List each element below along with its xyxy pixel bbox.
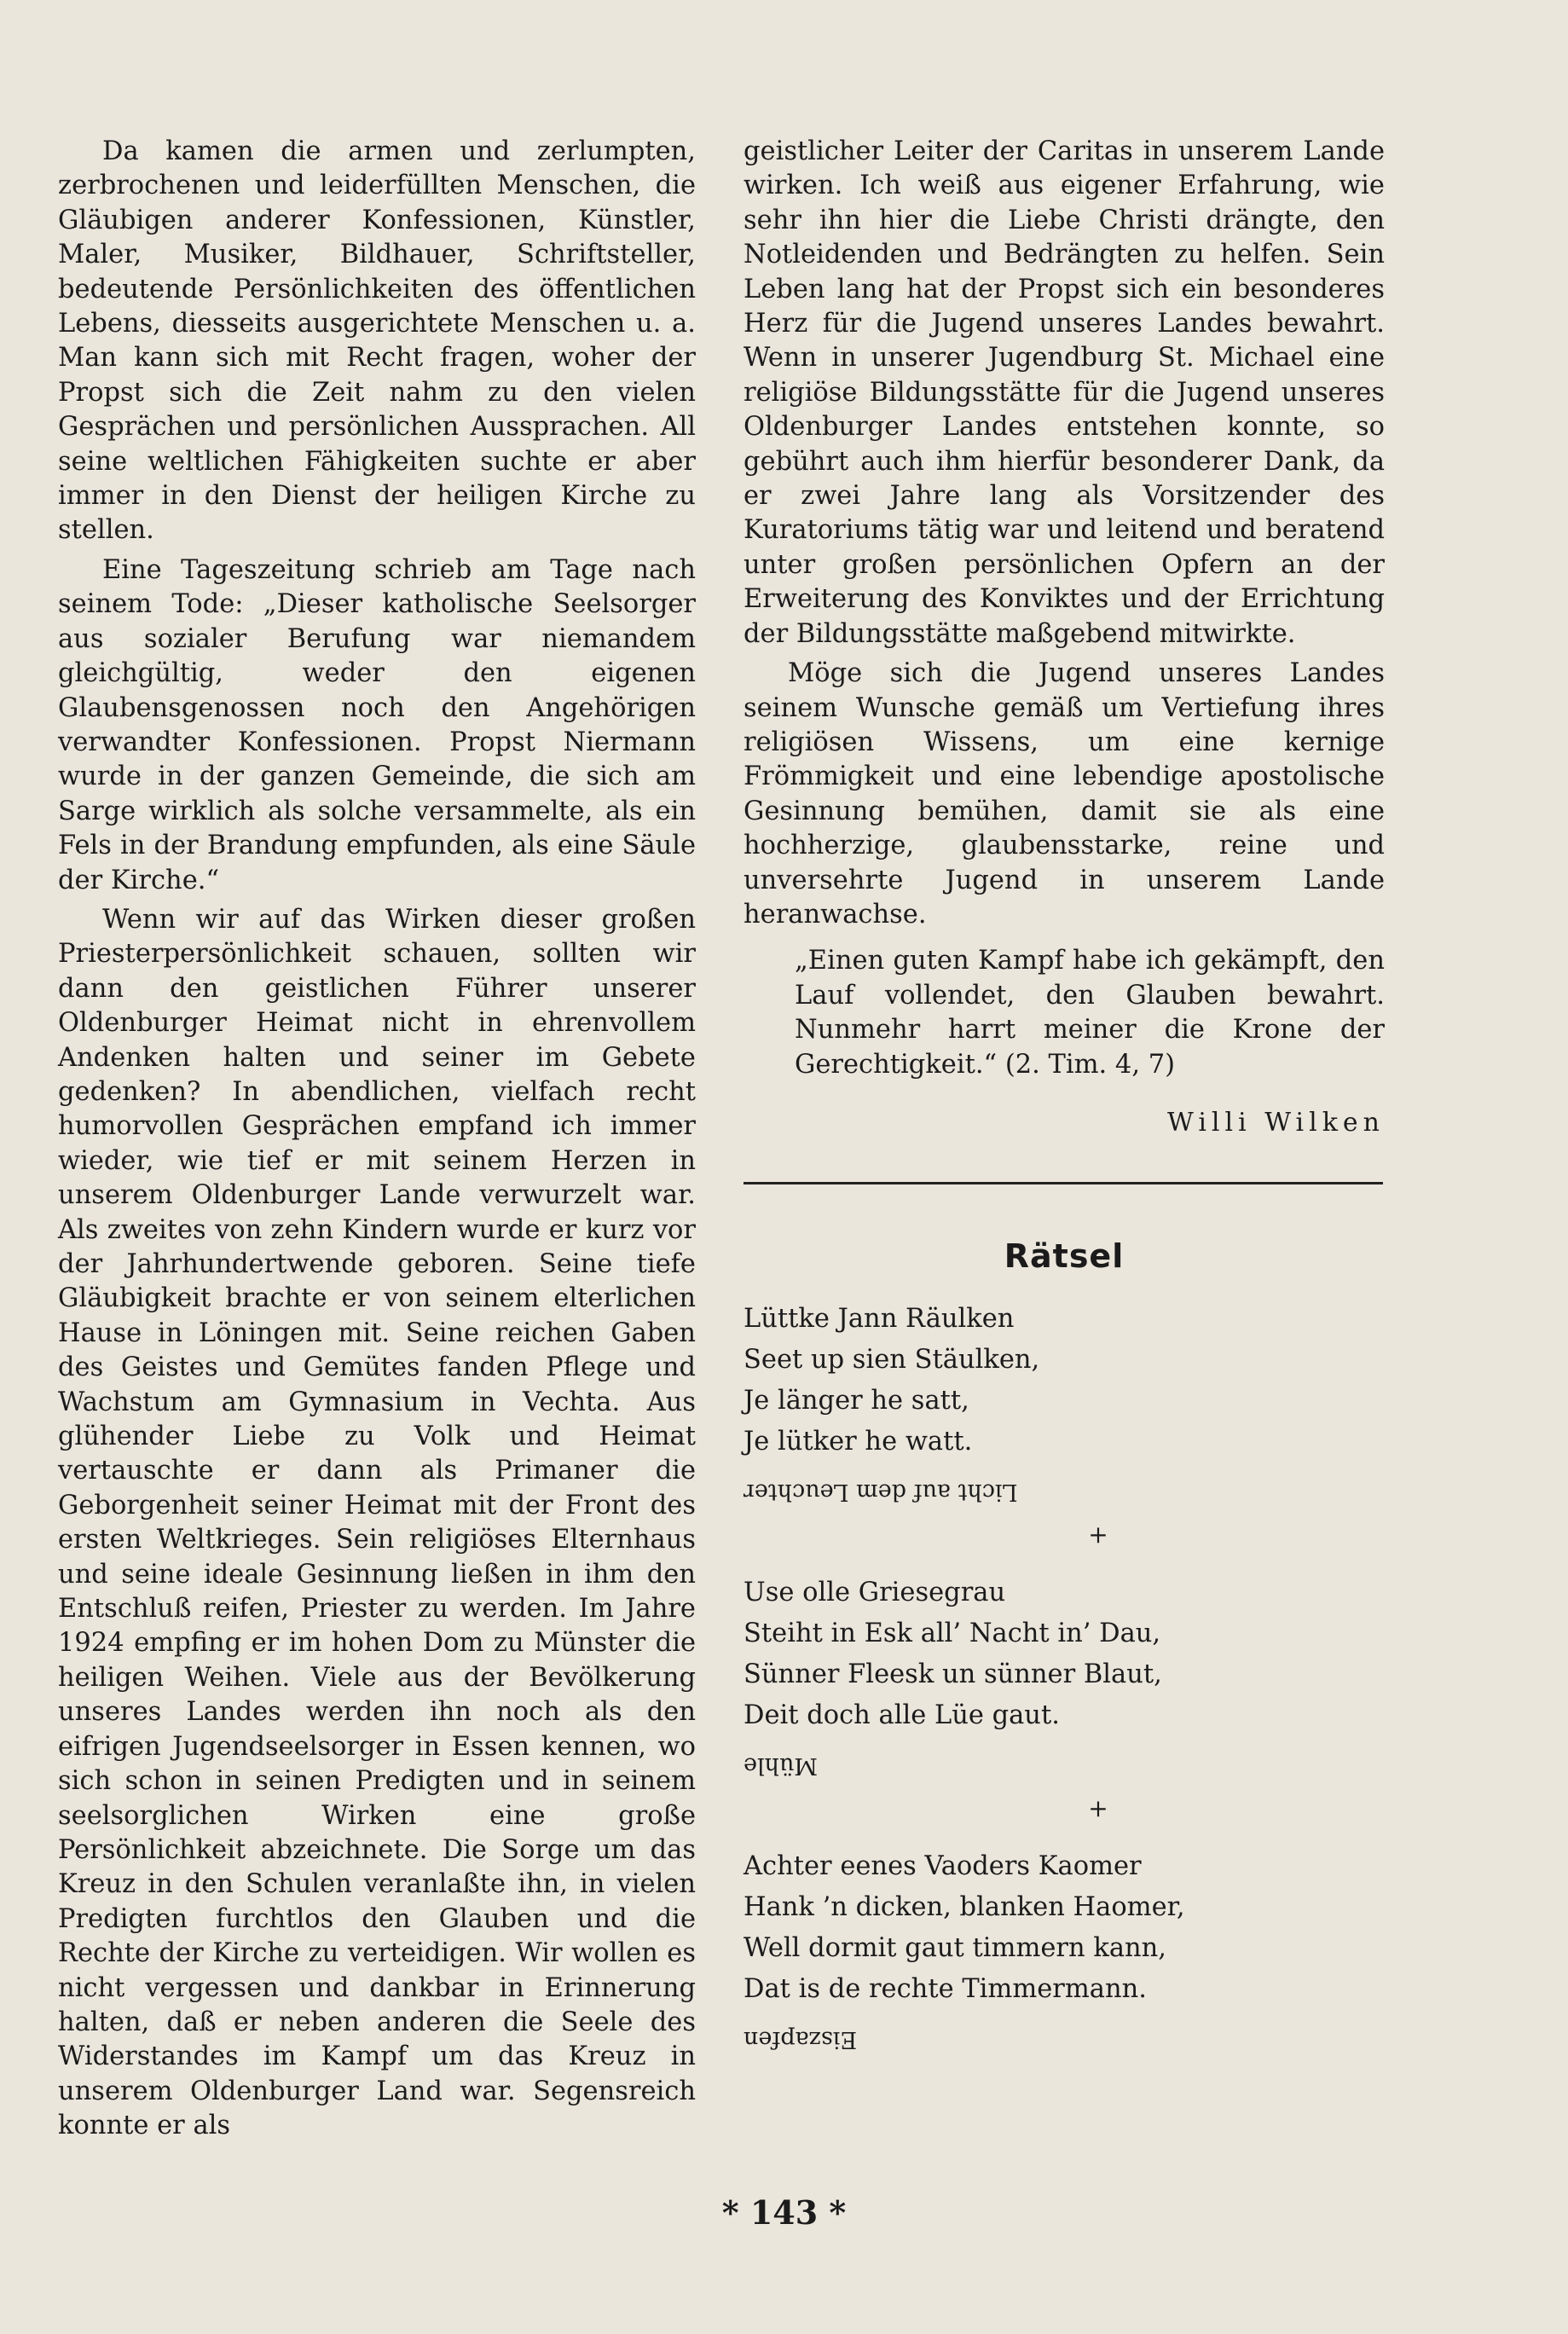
riddle-line: Dat is de rechte Timmermann.	[743, 1973, 1147, 2004]
paragraph: Wenn wir auf das Wirken dieser großen Priesterpersönlichkeit schauen, sollten wir dann den geistlichen Führer unserer Oldenburger Heimat nicht in ehrenvollem Andenken halten und seiner im Gebete gedenken? In abendlichen, vielfach recht humorvollen Gesprächen empfand ich immer wieder, wie tief er mit seinem Herzen in unserem Oldenburger Lande verwurzelt war. Als zweites von zehn Kindern wurde er kurz vor der Jahrhundertwende geboren. Seine tiefe Gläubigkeit brachte er von seinem elterlichen Hause in Löningen mit. Seine reichen Gaben des Geistes und Gemütes fanden Pflege und Wachstum am Gymnasium in Vechta. Aus glühender Liebe zu Volk und Heimat vertauschte er dann als Primaner die Geborgenheit seiner Heimat mit der Front des ersten Weltkrieges. Sein religiöses Elternhaus und seine ideale Gesinnung ließen in ihm den Entschluß reifen, Priester zu werden. Im Jahre 1924 empfing er im hohen Dom zu Münster die heiligen Weihen. Viele aus der Bevölkerung unseres Landes werden ihn noch als den eifrigen Jugendseelsorger in Essen kennen, wo sich schon in seinen Predigten und in seinem seelsorglichen Wirken eine große Persönlichkeit abzeichnete. Die Sorge um das Kreuz in den Schulen veranlaßte ihn, in vielen Predigten furchtlos den Glauben und die Rechte der Kirche zu verteidigen. Wir wollen es nicht vergessen und dankbar in Erinnerung halten, daß er neben anderen die Seele des Widerstandes im Kampf um das Kreuz in unserem Oldenburger Land war. Segensreich konnte er als	[58, 904, 696, 2141]
paragraph: Eine Tageszeitung schrieb am Tage nach seinem Tode: „Dieser katholische Seelsorger aus sozialer Berufung war niemandem gleichgültig, weder den eigenen Glaubensgenossen noch den Angehörigen verwandter Konfessionen. Propst Niermann wurde in der ganzen Gemeinde, die sich am Sarge wirklich als solche versammelte, als ein Fels in der Brandung empfunden, als eine Säule der Kirche.“	[58, 554, 696, 895]
riddle-separator: +	[1088, 1793, 1108, 1822]
riddle-3	[743, 1846, 1385, 2056]
riddle-line: Hank ’n dicken, blanken Haomer,	[743, 1891, 1185, 1922]
section-divider	[743, 1182, 1383, 1184]
riddle-line: Steiht in Esk all’ Nacht in’ Dau,	[743, 1618, 1161, 1648]
riddle-line: Well dormit gaut timmern kann,	[743, 1932, 1166, 1963]
riddle-line: Use olle Griesegrau	[743, 1577, 1006, 1607]
bible-quote: „Einen guten Kampf habe ich gekämpft, den Lauf vollendet, den Glauben bewahrt. Nunmehr harrt meiner die Krone der Gerechtigkeit.“ (2. Tim. 4, 7)	[795, 946, 1385, 1080]
riddle-answer-text: Eiszapfen	[743, 2025, 858, 2053]
riddle-line: Deit doch alle Lüe gaut.	[743, 1700, 1060, 1730]
paragraph: geistlicher Leiter der Caritas in unserem Lande wirken. Ich weiß aus eigener Erfahrung, wie sehr ihn hier die Liebe Christi drängte, den Notleidenden und Bedrängten zu helfen. Sein Leben lang hat der Propst sich ein besonderes Herz für die Jugend unseres Landes bewahrt. Wenn in unserer Jugendburg St. Michael eine religiöse Bildungsstätte für die Jugend unseres Oldenburger Landes entstehen konnte, so gebührt auch ihm hierfür besonderer Dank, da er zwei Jahre lang als Vorsitzender des Kuratoriums tätig war und leitend und beratend unter großen persönlichen Opfern an der Erweiterung des Konviktes und der Errichtung der Bildungsstätte maßgebend mitwirkte.	[743, 136, 1385, 649]
riddle-line: Achter eenes Vaoders Kaomer	[743, 1850, 1142, 1881]
author-signature: Willi Wilken	[1167, 1107, 1385, 1138]
riddle-line: Lüttke Jann Räulken	[743, 1303, 1015, 1334]
riddle-answer-text: Mühle	[743, 1752, 819, 1779]
riddle-line: Je lütker he watt.	[743, 1426, 973, 1457]
page-number: * 143 *	[721, 2193, 847, 2232]
paragraph: Möge sich die Jugend unseres Landes seinem Wunsche gemäß um Vertiefung ihres religiösen Wissens, um eine kernige Frömmigkeit und eine lebendige apostolische Gesinnung bemühen, damit sie als eine hochherzige, glaubensstarke, reine und unversehrte Jugend in unserem Lande heranwachse.	[743, 658, 1385, 930]
riddle-answer-upside-down	[743, 1748, 1385, 1782]
riddle-2	[743, 1572, 1385, 1782]
riddle-section-title: Rätsel	[1004, 1236, 1125, 1275]
left-column	[58, 135, 696, 2144]
riddle-answer-text: Licht auf dem Leuchter	[743, 1478, 1018, 1505]
riddle-1	[743, 1299, 1385, 1509]
riddle-line: Seet up sien Stäulken,	[743, 1344, 1040, 1375]
riddle-line: Je länger he satt,	[743, 1385, 969, 1416]
riddle-separator: +	[1088, 1520, 1108, 1549]
paragraph: Da kamen die armen und zerlumpten, zerbrochenen und leiderfüllten Menschen, die Gläubigen anderer Konfessionen, Künstler, Maler, Musiker, Bildhauer, Schriftsteller, bedeutende Persönlichkeiten des öffentlichen Lebens, diesseits ausgerichtete Menschen u. a. Man kann sich mit Recht fragen, woher der Propst sich die Zeit nahm zu den vielen Gesprächen und persönlichen Aussprachen. All seine weltlichen Fähigkeiten suchte er aber immer in den Dienst der heiligen Kirche zu stellen.	[58, 136, 696, 546]
riddle-answer-upside-down	[743, 1474, 1385, 1509]
riddle-answer-upside-down	[743, 2022, 1385, 2056]
right-column	[743, 135, 1385, 2056]
riddle-line: Sünner Fleesk un sünner Blaut,	[743, 1659, 1162, 1689]
